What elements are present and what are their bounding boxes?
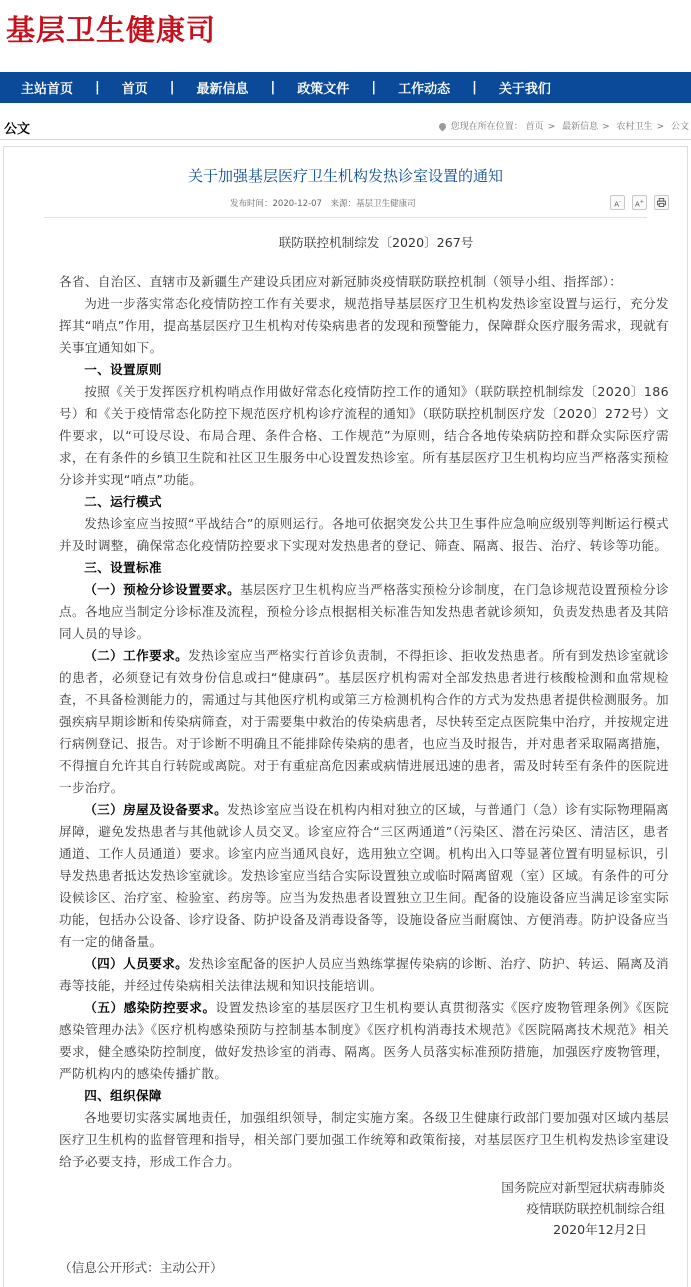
section-3-1-paragraph bbox=[59, 579, 669, 645]
section-3-1-text: 基层医疗卫生机构应当严格落实预检分诊制度，在门急诊规范设置预检分诊点。各地应当制定分诊标准及流程，预检分诊点根据相关标准告知发热患者就诊须知，负责发热患者及其陪同人员的导诊。 bbox=[59, 582, 669, 641]
breadcrumb bbox=[439, 119, 689, 132]
section-1-text: 按照《关于发挥医疗机构哨点作用做好常态化疫情防控工作的通知》（联防联控机制综发〔2020〕186号）和《关于疫情常态化防控下规范医疗机构诊疗流程的通知》（联防联控机制医疗发〔2020〕272号）文件要求，以“可设尽设、布局合理、条件合格、工作规范”为原则，结合各地传染病防控和群众实际医疗需求，在有条件的乡镇卫生院和社区卫生服务中心设置发热诊室。所有基层医疗卫生机构均应当严格落实预检分诊并实现“哨点”功能。 bbox=[59, 384, 669, 487]
nav-separator: | bbox=[169, 80, 175, 95]
section-3-3-text: 发热诊室应当设在机构内相对独立的区域，与普通门（急）诊有实际物理隔离屏障，避免发热患者与其他就诊人员交叉。诊室应符合“三区两通道”（污染区、潜在污染区、清洁区，患者通道、工作人员通道）要求。诊室内应当通风良好，选用独立空调。机构出入口等显著位置有明显标识，引导发热患者抵达发热诊室就诊。发热诊室应当结合实际设置独立或临时隔离留观（室）区域。有条件的可分设候诊区、治疗室、检验室、药房等。应当为发热患者设置独立卫生间。配备的设施设备应当满足诊室实际功能，包括办公设备、诊疗设备、防护设备及消毒设备等，设施设备应当耐腐蚀、方便消毒。防护设备应当有一定的储备量。 bbox=[59, 802, 669, 949]
nav-item-latest[interactable]: 最新信息 bbox=[196, 82, 249, 97]
signature-line-1: 国务院应对新型冠状病毒肺炎 bbox=[501, 1180, 665, 1195]
document-number: 联防联控机制综发〔2020〕267号 bbox=[278, 235, 474, 250]
nav-separator: | bbox=[371, 80, 377, 95]
section-3-1-label: （一）预检分诊设置要求。 bbox=[84, 582, 241, 597]
nav-item-work[interactable]: 工作动态 bbox=[398, 82, 451, 97]
section-title: 公文 bbox=[4, 122, 31, 137]
breadcrumb-current: 公文 bbox=[670, 122, 689, 132]
nav-separator: | bbox=[95, 80, 100, 95]
breadcrumb-separator: > bbox=[656, 122, 665, 132]
nav-item-home[interactable]: 首页 bbox=[121, 82, 148, 97]
section-4-heading: 四、组织保障 bbox=[84, 1088, 162, 1103]
signature-block bbox=[501, 1177, 665, 1240]
article-tools bbox=[610, 195, 669, 210]
section-1-heading: 一、设置原则 bbox=[84, 362, 162, 377]
main-nav bbox=[0, 72, 691, 103]
print-icon bbox=[657, 198, 666, 207]
section-3-4-paragraph bbox=[59, 953, 669, 997]
breadcrumb-home[interactable]: 首页 bbox=[525, 122, 544, 132]
section-3-3-label: （三）房屋及设备要求。 bbox=[84, 802, 228, 817]
intro-paragraph: 为进一步落实常态化疫情防控工作有关要求，规范指导基层医疗卫生机构发热诊室设置与运行，充分发挥其“哨点”作用，提高基层医疗卫生机构对传染病患者的发现和预警能力，保障群众医疗服务需求，现就有关事宜通知如下。 bbox=[59, 296, 669, 355]
print-button[interactable] bbox=[654, 195, 669, 210]
article-container bbox=[3, 146, 688, 1287]
signature-date: 2020年12月2日 bbox=[553, 1222, 647, 1237]
section-3-4-label: （四）人员要求。 bbox=[84, 956, 189, 971]
article-source: 来源：基层卫生健康司 bbox=[330, 199, 416, 209]
section-3-heading: 三、设置标准 bbox=[84, 560, 162, 575]
site-logo[interactable]: 基层卫生健康司 bbox=[6, 13, 217, 47]
section-3-2-paragraph bbox=[59, 645, 669, 799]
addressee: 各省、自治区、直辖市及新疆生产建设兵团应对新冠肺炎疫情联防联控机制（领导小组、指挥部）： bbox=[59, 274, 623, 289]
location-pin-icon bbox=[437, 122, 447, 132]
breadcrumb-prefix: 您现在所在位置： bbox=[450, 122, 523, 132]
nav-item-policy[interactable]: 政策文件 bbox=[297, 82, 350, 97]
site-header bbox=[0, 0, 691, 64]
font-decrease-button[interactable]: A- bbox=[610, 195, 625, 210]
title-divider bbox=[44, 217, 647, 218]
section-3-5-text: 设置发热诊室的基层医疗卫生机构要认真贯彻落实《医疗废物管理条例》《医院感染管理办法》《医疗机构感染预防与控制基本制度》《医疗机构消毒技术规范》《医院隔离技术规范》相关要求，健全感染防控制度，做好发热诊室的消毒、隔离。医务人员落实标准预防措施，加强医疗废物管理，严防机构内的感染传播扩散。 bbox=[59, 1000, 670, 1081]
nav-separator: | bbox=[472, 80, 477, 95]
nav-separator: | bbox=[270, 80, 276, 95]
section-3-5-label: （五）感染防控要求。 bbox=[84, 1000, 216, 1015]
publish-time: 发布时间：2020-12-07 bbox=[230, 199, 322, 209]
section-2-heading: 二、运行模式 bbox=[84, 494, 162, 509]
nav-item-main-home[interactable]: 主站首页 bbox=[21, 82, 74, 97]
breadcrumb-separator: > bbox=[602, 122, 610, 132]
article-meta bbox=[230, 197, 422, 209]
publication-form: （信息公开形式：主动公开） bbox=[59, 1260, 223, 1275]
article-body bbox=[59, 232, 669, 1173]
section-3-5-paragraph bbox=[59, 997, 669, 1085]
breadcrumb-separator: > bbox=[547, 122, 556, 132]
breadcrumb-rural-health[interactable]: 农村卫生 bbox=[616, 122, 653, 132]
signature-line-2: 疫情联防联控机制综合组 bbox=[526, 1201, 665, 1216]
section-3-2-label: （二）工作要求。 bbox=[84, 648, 189, 663]
location-bar bbox=[0, 115, 691, 140]
section-4-text: 各地要切实落实属地责任，加强组织领导，制定实施方案。各级卫生健康行政部门要加强对区域内基层医疗卫生机构的监督管理和指导，相关部门要加强工作统筹和政策衔接，对基层医疗卫生机构发热诊室建设给予必要支持，形成工作合力。 bbox=[59, 1110, 669, 1169]
article-title: 关于加强基层医疗卫生机构发热诊室设置的通知 bbox=[187, 167, 503, 185]
section-3-3-paragraph bbox=[59, 799, 669, 953]
section-3-4-text: 发热诊室配备的医护人员应当熟练掌握传染病的诊断、治疗、防护、转运、隔离及消毒等技能，并经过传染病相关法律法规和知识技能培训。 bbox=[59, 956, 669, 993]
nav-item-about[interactable]: 关于我们 bbox=[498, 82, 551, 97]
breadcrumb-latest[interactable]: 最新信息 bbox=[562, 122, 599, 132]
section-2-text: 发热诊室应当按照“平战结合”的原则运行。各地可依据突发公共卫生事件应急响应级别等判断运行模式并及时调整，确保常态化疫情防控要求下实现对发热患者的登记、筛查、隔离、报告、治疗、转诊等功能。 bbox=[59, 516, 669, 553]
font-increase-button[interactable]: A+ bbox=[632, 195, 647, 210]
section-3-2-text: 发热诊室应当严格实行首诊负责制，不得拒诊、拒收发热患者。所有到发热诊室就诊的患者，必须登记有效身份信息或扫“健康码”。基层医疗机构需对全部发热患者进行核酸检测和血常规检查，不具备检测能力的，需通过与其他医疗机构或第三方检测机构合作的方式为发热患者提供检测服务。加强疾病早期诊断和传染病筛查，对于需要集中救治的传染病患者，尽快转至定点医院集中治疗，并按规定进行病例登记、报告。对于诊断不明确且不能排除传染病的患者，也应当及时报告，并对患者采取隔离措施，不得擅自允许其自行转院或离院。对于有重症高危因素或病情进展迅速的患者，需及时转至有条件的医院进一步治疗。 bbox=[59, 648, 669, 795]
